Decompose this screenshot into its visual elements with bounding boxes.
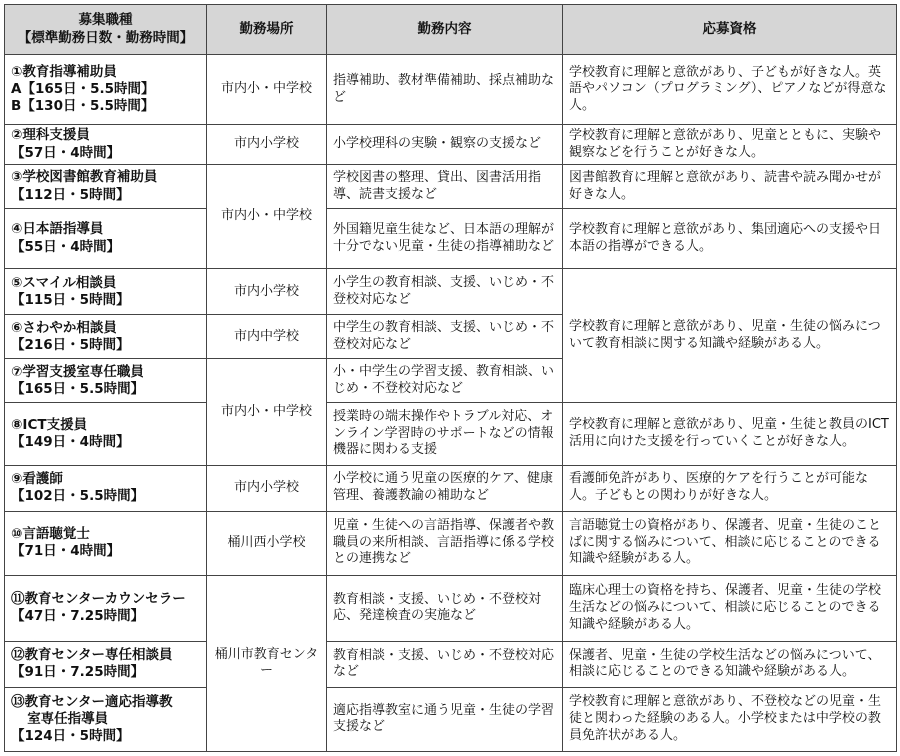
job-cell xyxy=(5,359,207,403)
job-title: ④日本語指導員 xyxy=(11,221,104,238)
job-cell xyxy=(5,641,207,687)
recruitment-table xyxy=(4,4,897,752)
job-cell xyxy=(5,315,207,359)
job-schedule: 【91日・7.25時間】 xyxy=(11,664,145,681)
table-row xyxy=(5,269,897,315)
job-title: ⑥さわやか相談員 xyxy=(11,319,117,336)
table-row xyxy=(5,165,897,209)
job-schedule: 【165日・5.5時間】 xyxy=(11,380,145,397)
qualification-cell: 学校教育に理解と意欲があり、児童とともに、実験や観察などを行うことが好きな人。 xyxy=(563,125,897,165)
job-cell xyxy=(5,511,207,575)
header-qualification: 応募資格 xyxy=(563,5,897,55)
table-row xyxy=(5,125,897,165)
job-schedule: 【102日・5.5時間】 xyxy=(11,488,145,505)
job-title: ①教育指導補助員 xyxy=(11,63,117,80)
job-schedule: 【57日・4時間】 xyxy=(11,144,121,161)
job-title: ⑧ICT支援員 xyxy=(11,416,88,433)
job-cell xyxy=(5,209,207,269)
job-title: ⑨看護師 xyxy=(11,470,63,487)
job-title: ⑩言語聴覚士 xyxy=(11,525,90,542)
header-job-type-line2: 【標準勤務日数・勤務時間】 xyxy=(17,29,194,46)
job-cell xyxy=(5,55,207,125)
location-cell: 桶川市教育センター xyxy=(207,575,327,751)
duties-cell: 外国籍児童生徒など、日本語の理解が十分でない児童・生徒の指導補助など xyxy=(327,209,563,269)
duties-cell: 適応指導教室に通う児童・生徒の学習支援など xyxy=(327,687,563,751)
table-row xyxy=(5,511,897,575)
job-schedule: 【55日・4時間】 xyxy=(11,238,121,255)
duties-cell: 授業時の端末操作やトラブル対応、オンライン学習時のサポートなどの情報機器に関わる支援 xyxy=(327,403,563,465)
location-cell: 市内小学校 xyxy=(207,465,327,511)
job-title: ⑦学習支援室専任職員 xyxy=(11,363,144,380)
job-schedule: 【71日・4時間】 xyxy=(11,543,121,560)
qualification-cell: 臨床心理士の資格を持ち、保護者、児童・生徒の学校生活などの悩みについて、相談に応じることのできる知識や経験がある人。 xyxy=(563,575,897,641)
location-cell: 市内小・中学校 xyxy=(207,165,327,269)
location-cell: 市内小学校 xyxy=(207,269,327,315)
table-row xyxy=(5,575,897,641)
job-schedule: 【115日・5時間】 xyxy=(11,291,130,308)
qualification-cell: 学校教育に理解と意欲があり、集団適応への支援や日本語の指導ができる人。 xyxy=(563,209,897,269)
job-schedule: 【149日・4時間】 xyxy=(11,434,130,450)
job-schedule: 【47日・7.25時間】 xyxy=(11,608,145,625)
table-header-row xyxy=(5,5,897,55)
job-schedule: 【216日・5時間】 xyxy=(11,336,130,353)
header-location: 勤務場所 xyxy=(207,5,327,55)
location-cell: 市内小・中学校 xyxy=(207,359,327,465)
table-row xyxy=(5,55,897,125)
job-cell xyxy=(5,269,207,315)
job-cell xyxy=(5,465,207,511)
header-job-type xyxy=(5,5,207,55)
job-title: ⑬教育センター適応指導教 xyxy=(11,693,173,710)
header-job-type-line1: 募集職種 xyxy=(78,12,133,29)
qualification-cell: 言語聴覚士の資格があり、保護者、児童・生徒のことばに関する悩みについて、相談に応じることのできる知識や経験がある人。 xyxy=(563,511,897,575)
job-cell xyxy=(5,165,207,209)
job-title: ⑪教育センターカウンセラー xyxy=(11,590,186,607)
job-title: ②理科支援員 xyxy=(11,127,90,144)
qualification-cell: 学校教育に理解と意欲があり、子どもが好きな人。英語やパソコン（プログラミング）、ピアノなどが得意な人。 xyxy=(563,55,897,125)
table-row xyxy=(5,465,897,511)
job-schedule: A【165日・5.5時間】 xyxy=(11,80,155,97)
duties-cell: 児童・生徒への言語指導、保護者や教職員の来所相談、言語指導に係る学校との連携など xyxy=(327,511,563,575)
duties-cell: 教育相談・支援、いじめ・不登校対応など xyxy=(327,641,563,687)
duties-cell: 学校図書の整理、貸出、図書活用指導、読書支援など xyxy=(327,165,563,209)
qualification-cell: 学校教育に理解と意欲があり、不登校などの児童・生徒と関わった経験のある人。小学校または中学校の教員免許状がある人。 xyxy=(563,687,897,751)
job-title: ⑤スマイル相談員 xyxy=(11,274,117,291)
table-row xyxy=(5,687,897,751)
location-cell: 市内中学校 xyxy=(207,315,327,359)
job-cell xyxy=(5,687,207,751)
location-cell: 桶川西小学校 xyxy=(207,511,327,575)
duties-cell: 教育相談・支援、いじめ・不登校対応、発達検査の実施など xyxy=(327,575,563,641)
qualification-cell: 保護者、児童・生徒の学校生活などの悩みについて、相談に応じることのできる知識や経験がある人。 xyxy=(563,641,897,687)
location-cell: 市内小・中学校 xyxy=(207,55,327,125)
qualification-cell: 学校教育に理解と意欲があり、児童・生徒と教員のICT活用に向けた支援を行っていくことが好きな人。 xyxy=(563,403,897,465)
location-cell: 市内小学校 xyxy=(207,125,327,165)
job-title: ③学校図書館教育補助員 xyxy=(11,169,158,186)
job-title-continued: 室専任指導員 xyxy=(27,710,109,727)
table-row xyxy=(5,641,897,687)
table-row xyxy=(5,403,897,465)
job-schedule: 【112日・5時間】 xyxy=(11,186,130,203)
duties-cell: 小学校理科の実験・観察の支援など xyxy=(327,125,563,165)
duties-cell: 指導補助、教材準備補助、採点補助など xyxy=(327,55,563,125)
table-row xyxy=(5,209,897,269)
qualification-cell: 看護師免許があり、医療的ケアを行うことが可能な人。子どもとの関わりが好きな人。 xyxy=(563,465,897,511)
duties-cell: 小学校に通う児童の医療的ケア、健康管理、養護教諭の補助など xyxy=(327,465,563,511)
duties-cell: 小・中学生の学習支援、教育相談、いじめ・不登校対応など xyxy=(327,359,563,403)
job-schedule: B【130日・5.5時間】 xyxy=(11,98,155,115)
job-cell xyxy=(5,403,207,465)
job-cell xyxy=(5,125,207,165)
job-cell xyxy=(5,575,207,641)
duties-cell: 小学生の教育相談、支援、いじめ・不登校対応など xyxy=(327,269,563,315)
qualification-cell: 図書館教育に理解と意欲があり、読書や読み聞かせが好きな人。 xyxy=(563,165,897,209)
header-duties: 勤務内容 xyxy=(327,5,563,55)
job-title: ⑫教育センター専任相談員 xyxy=(11,647,173,664)
qualification-cell: 学校教育に理解と意欲があり、児童・生徒の悩みについて教育相談に関する知識や経験がある人。 xyxy=(563,269,897,403)
job-schedule: 【124日・5時間】 xyxy=(11,728,130,745)
duties-cell: 中学生の教育相談、支援、いじめ・不登校対応など xyxy=(327,315,563,359)
